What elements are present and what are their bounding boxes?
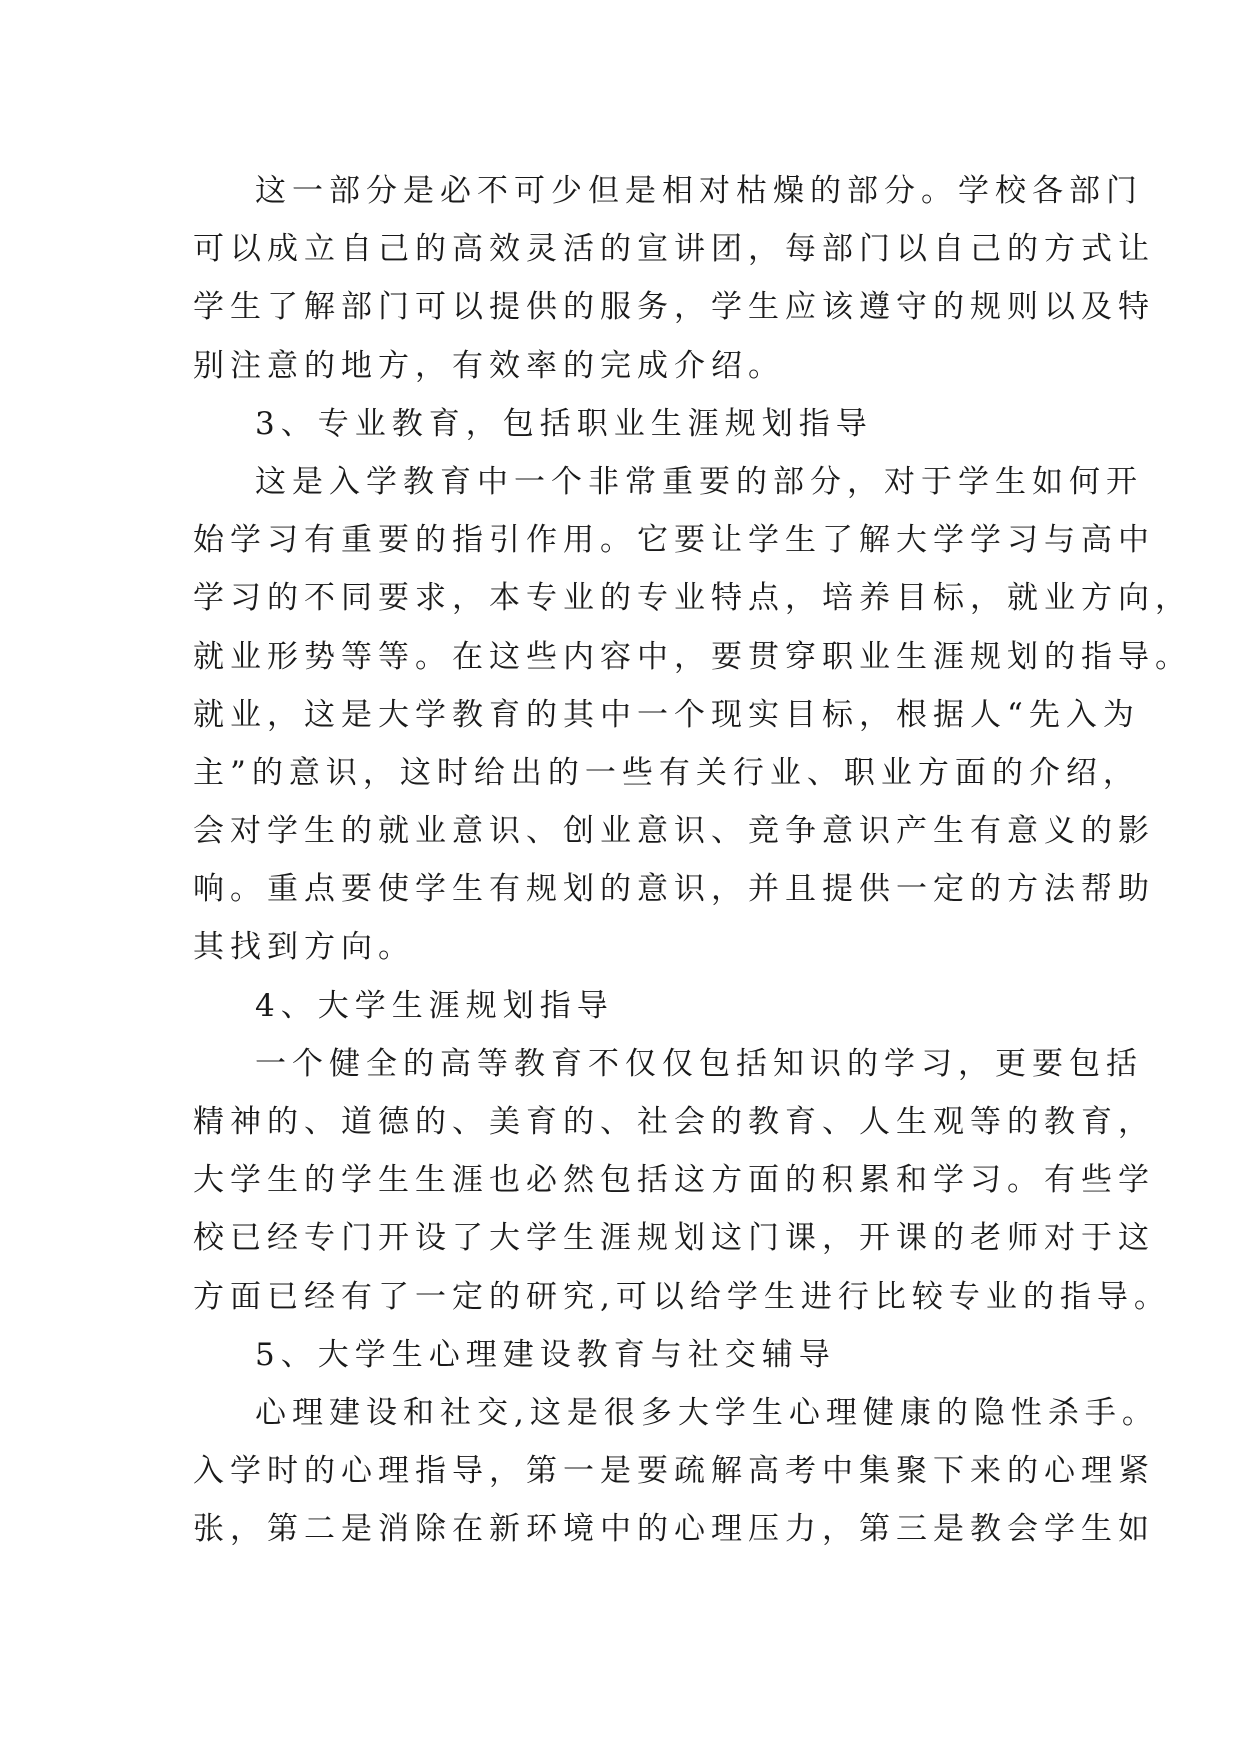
text-line: 5、大学生心理建设教育与社交辅导 bbox=[255, 1336, 836, 1373]
text-line: 可以成立自己的高效灵活的宣讲团，每部门以自己的方式让 bbox=[193, 231, 1155, 268]
text-line: 精神的、道德的、美育的、社会的教育、人生观等的教育， bbox=[193, 1104, 1155, 1140]
text-line: 一个健全的高等教育不仅仅包括知识的学习，更要包括 bbox=[255, 1045, 1143, 1082]
text-line: 这一部分是必不可少但是相对枯燥的部分。学校各部门 bbox=[255, 173, 1143, 209]
text-line: 响。重点要使学生有规划的意识，并且提供一定的方法帮助 bbox=[193, 871, 1155, 908]
text-line: 心理建设和社交,这是很多大学生心理健康的隐性杀手。 bbox=[255, 1394, 1159, 1431]
text-line: 学习的不同要求，本专业的专业特点，培养目标，就业方向， bbox=[193, 580, 1192, 617]
text-line: 入学时的心理指导，第一是要疏解高考中集聚下来的心理紧 bbox=[193, 1453, 1155, 1490]
text-line: 主”的意识，这时给出的一些有关行业、职业方面的介绍， bbox=[193, 754, 1140, 791]
text-line: 学生了解部门可以提供的服务，学生应该遵守的规则以及特 bbox=[193, 289, 1155, 326]
text-line: 会对学生的就业意识、创业意识、竞争意识产生有意义的影 bbox=[193, 813, 1155, 850]
text-line: 4、大学生涯规划指导 bbox=[255, 987, 614, 1024]
text-line: 这是入学教育中一个非常重要的部分，对于学生如何开 bbox=[255, 463, 1143, 500]
text-line: 就业，这是大学教育的其中一个现实目标，根据人“先入为 bbox=[193, 696, 1140, 733]
text-line: 别注意的地方，有效率的完成介绍。 bbox=[193, 347, 785, 384]
text-line: 始学习有重要的指引作用。它要让学生了解大学学习与高中 bbox=[193, 522, 1155, 559]
text-line: 大学生的学生生涯也必然包括这方面的积累和学习。有些学 bbox=[193, 1162, 1155, 1199]
text-line: 张，第二是消除在新环境中的心理压力，第三是教会学生如 bbox=[193, 1511, 1155, 1548]
text-line: 就业形势等等。在这些内容中，要贯穿职业生涯规划的指导。 bbox=[193, 638, 1192, 675]
document-body bbox=[193, 162, 1192, 1559]
text-line: 校已经专门开设了大学生涯规划这门课，开课的老师对于这 bbox=[193, 1220, 1155, 1257]
text-line: 其找到方向。 bbox=[193, 929, 415, 966]
text-line: 3、专业教育，包括职业生涯规划指导 bbox=[255, 405, 873, 442]
text-line: 方面已经有了一定的研究,可以给学生进行比较专业的指导。 bbox=[193, 1278, 1171, 1315]
